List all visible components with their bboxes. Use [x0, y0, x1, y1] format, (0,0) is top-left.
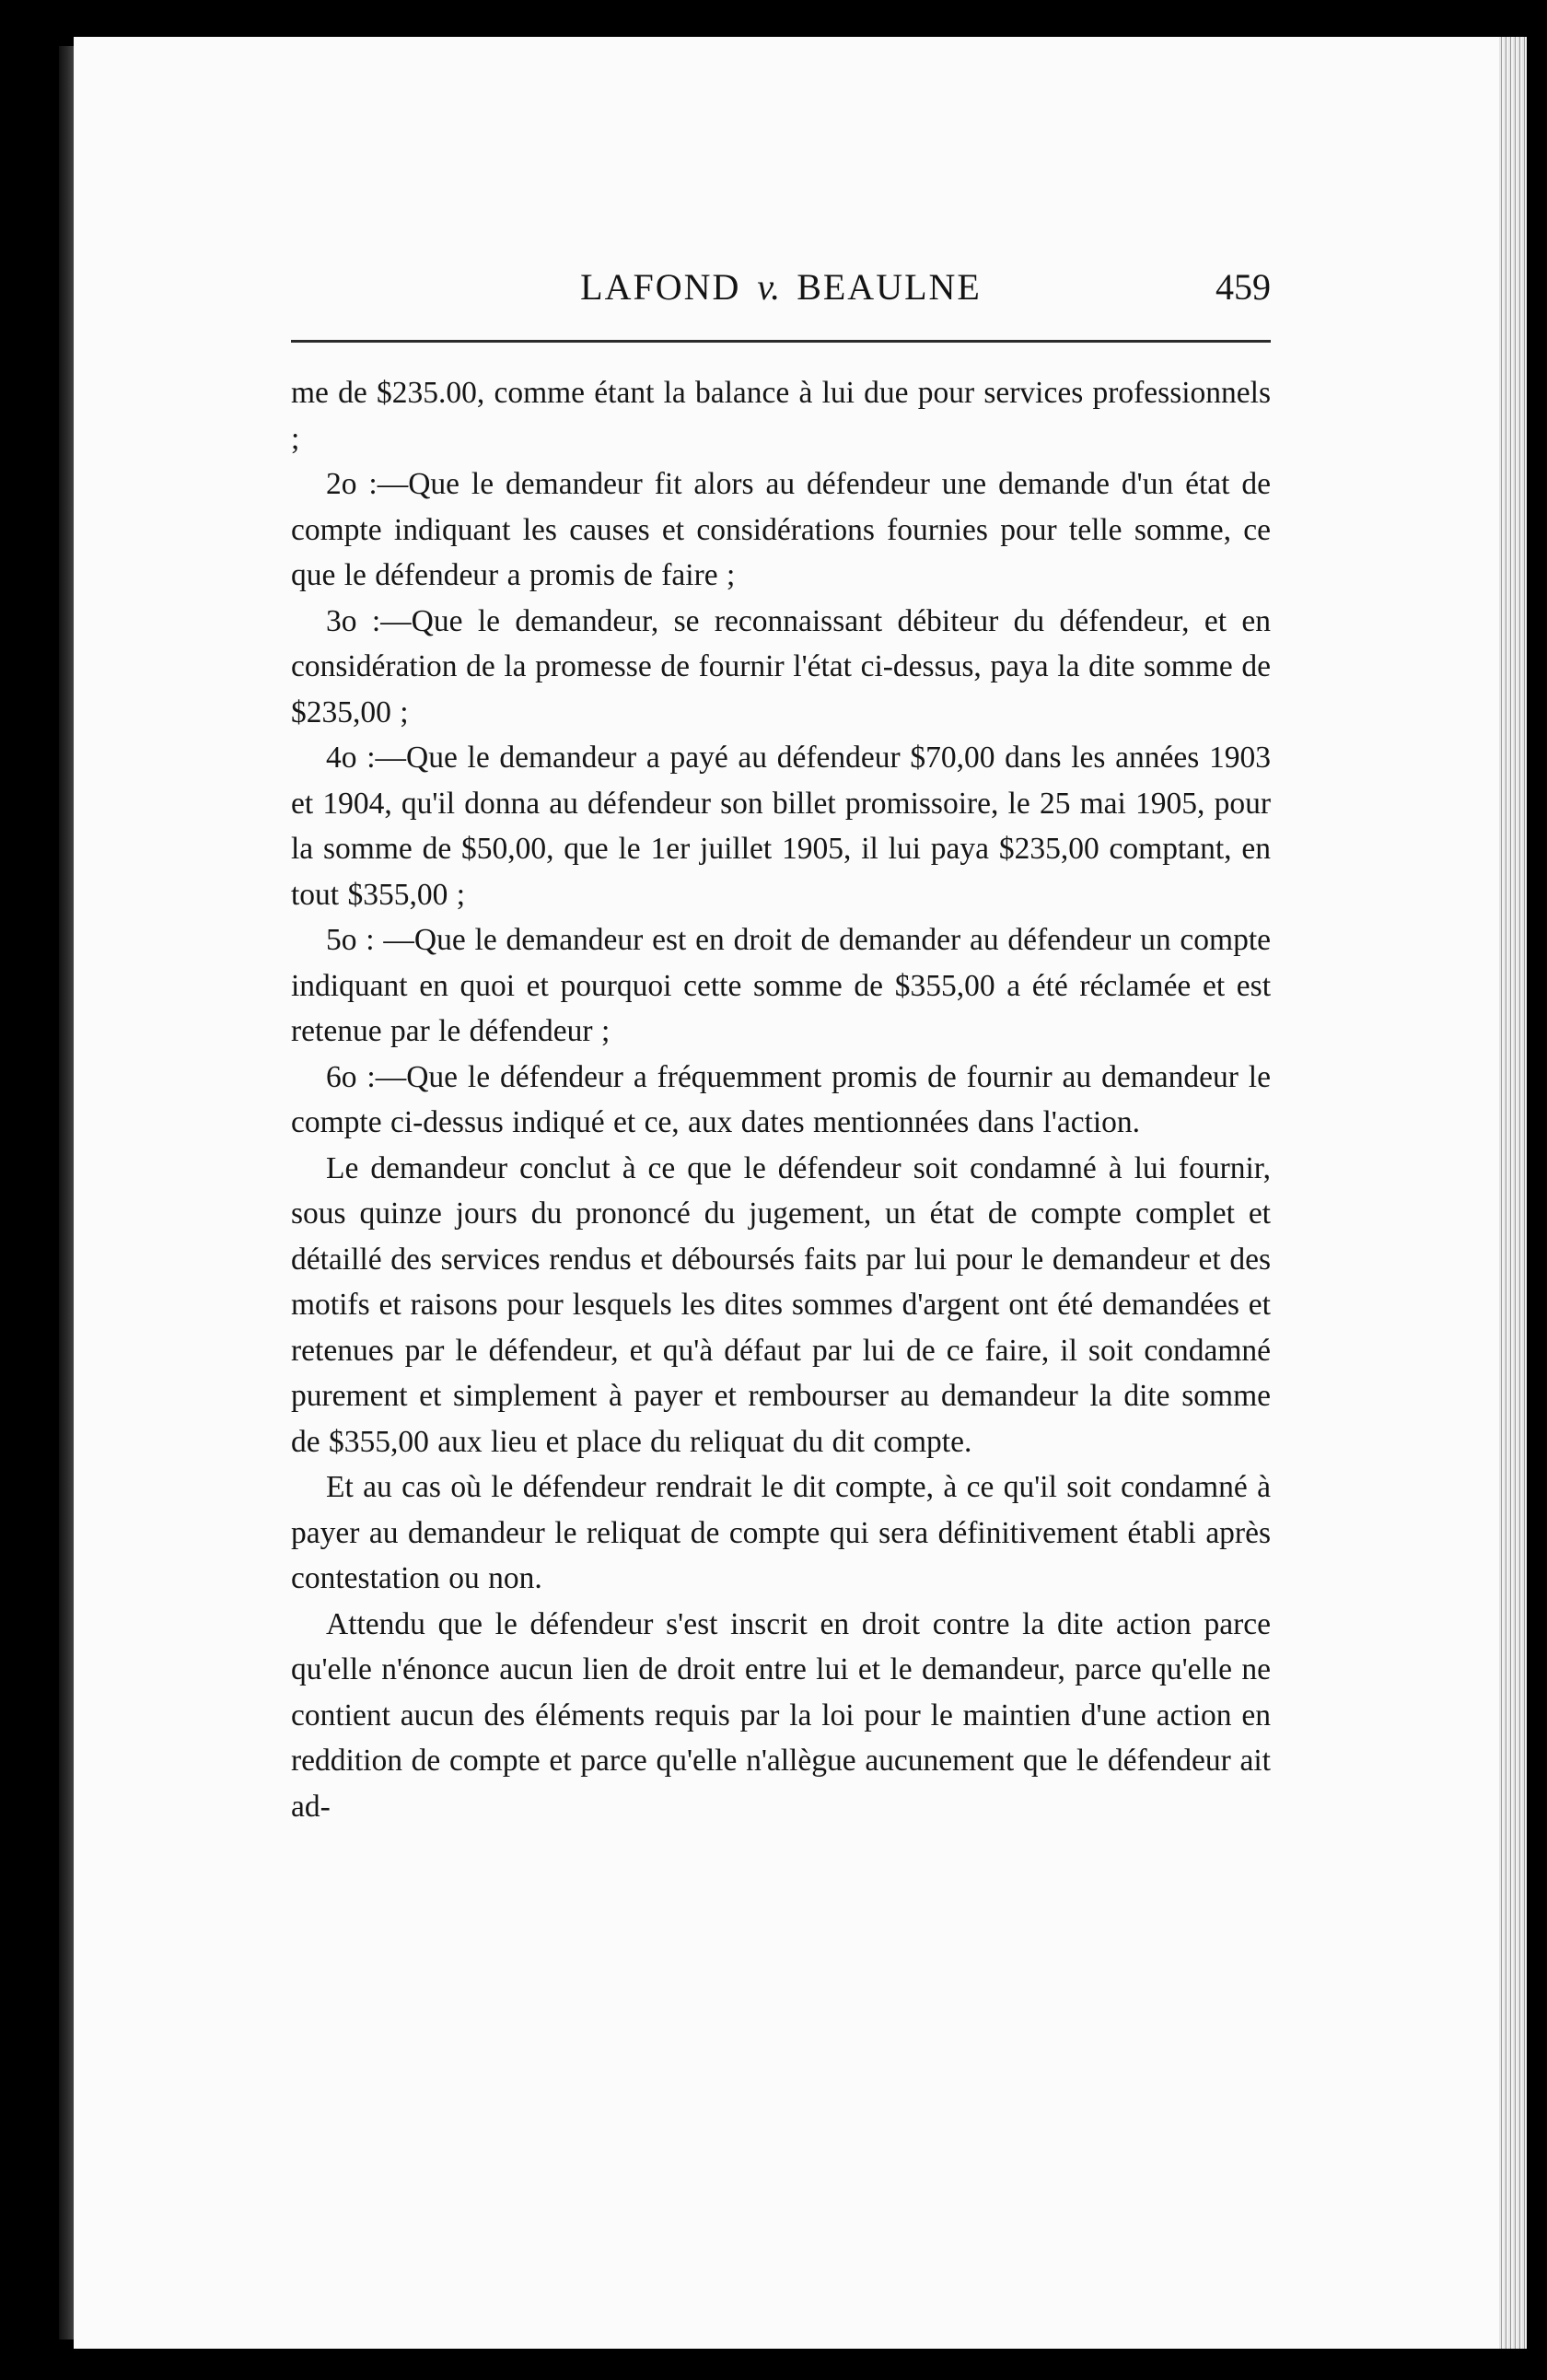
case-title-versus: v. [757, 266, 781, 308]
body-text [291, 370, 1271, 1829]
case-title-defendant: BEAULNE [797, 266, 982, 308]
case-title-plaintiff: LAFOND [580, 266, 741, 308]
paragraph-attendu: Attendu que le défendeur s'est inscrit en droit contre la dite action parce qu'elle n'énonce aucun lien de droit entre lui et le demandeur, parce qu'elle ne contient aucun des éléments requis par la loi pour le maintien d'une action en reddition de compte et parce qu'elle n'allègue aucunement que le défendeur ait ad- [291, 1606, 1271, 1824]
paragraph-3o: 3o :—Que le demandeur, se reconnaissant débiteur du défendeur, et en considération de la promesse de fournir l'état ci-dessus, paya la dite somme de $235,00 ; [291, 603, 1271, 729]
paragraph-2o: 2o :—Que le demandeur fit alors au défendeur une demande d'un état de compte indiquant les causes et considérations fournies pour telle somme, ce que le défendeur a promis de faire ; [291, 467, 1271, 592]
paragraph-4o: 4o :—Que le demandeur a payé au défendeur $70,00 dans les années 1903 et 1904, qu'il donna au défendeur son billet promissoire, le 25 mai 1905, pour la somme de $50,00, que le 1er juillet 1905, il lui paya $235,00 comptant, en tout $355,00 ; [291, 741, 1271, 912]
paragraph-5o: 5o : —Que le demandeur est en droit de demander au défendeur un compte indiquant en quoi et pourquoi cette somme de $355,00 a été réclamée et est retenue par le défendeur ; [291, 923, 1271, 1048]
page-stack-edge [1499, 37, 1527, 2349]
paragraph-continuation: me de $235.00, comme étant la balance à lui due pour services professionnels ; [291, 376, 1271, 456]
page-number: 459 [1216, 266, 1271, 308]
running-head [291, 265, 1271, 313]
header-rule [291, 340, 1271, 343]
paragraph-6o: 6o :—Que le défendeur a fréquemment promis de fournir au demandeur le compte ci-dessus indiqué et ce, aux dates mentionnées dans l'action. [291, 1059, 1271, 1139]
case-title [291, 265, 1271, 309]
paragraph-conclusion: Le demandeur conclut à ce que le défendeur soit condamné à lui fournir, sous quinze jours du prononcé du jugement, un état de compte complet et détaillé des services rendus et déboursés faits par lui pour le demandeur et des motifs et raisons pour lesquels les dites sommes d'argent ont été demandées et retenues par le défendeur, et qu'à défaut par lui de ce faire, il soit condamné purement et simplement à payer et rembourser au demandeur la dite somme de $355,00 aux lieu et place du reliquat du dit compte. [291, 1150, 1271, 1459]
paragraph-alternative: Et au cas où le défendeur rendrait le dit compte, à ce qu'il soit condamné à payer au demandeur le reliquat de compte qui sera définitivement établi après contestation ou non. [291, 1470, 1271, 1595]
